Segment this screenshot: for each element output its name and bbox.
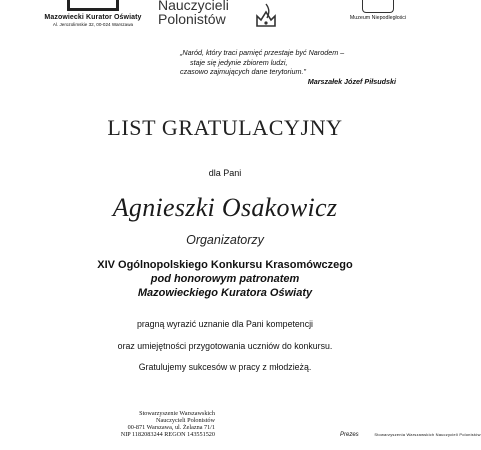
kurator-name: Mazowiecki Kurator Oświaty <box>44 14 142 21</box>
org-line: Stowarzyszenie Warszawskich <box>139 410 215 417</box>
mazowiecki-kurator-logo <box>44 0 142 27</box>
org-line: Nauczycieli Polonistów <box>156 417 215 424</box>
quote-line: staje się jedynie zbiorem ludzi, <box>190 57 288 67</box>
recipient-role: Organizatorzy <box>186 233 264 247</box>
org-line: NIP 1182083244 REGON 143551520 <box>120 431 215 438</box>
message-line: pragną wyrazić uznanie dla Pani kompetencji <box>136 319 314 329</box>
recipient-name: Agnieszki Osakowicz <box>112 193 338 222</box>
quote-line: „Naród, który traci pamięć przestaje być Narodem – <box>180 48 345 57</box>
salutation: dla Pani <box>208 168 242 178</box>
patron-name: Mazowieckiego Kuratora Oświaty <box>137 287 313 299</box>
signature-title: Prezes <box>340 432 359 439</box>
pilsudski-quote <box>180 48 410 86</box>
message-line: Gratulujemy sukcesów w pracy z młodzieżą. <box>138 362 312 372</box>
quote-author: Marszałek Józef Piłsudski <box>307 76 396 86</box>
nauczyciele-polonisci-logo <box>158 0 288 32</box>
message-line: oraz umiejętności przygotowania uczniów do konkursu. <box>117 340 333 351</box>
org-line: 00-871 Warszawa, ul. Żelazna 71/1 <box>127 424 215 431</box>
signature-stamp: Stowarzyszenia Warszawskich Nauczycieli Polonistów <box>374 432 481 437</box>
quill-crown-icon <box>253 2 279 28</box>
quote-line: czasowo zajmujących dane terytorium." <box>180 67 306 77</box>
signature-block <box>340 432 481 438</box>
muzeum-niepodleglosci-logo <box>338 0 418 21</box>
patronage-line: pod honorowym patronatem <box>150 273 300 285</box>
document-title: LIST GRATULACYJNY <box>107 115 343 140</box>
snp-logo-line2: Polonistów <box>158 11 226 27</box>
museum-emblem-icon <box>362 0 394 13</box>
contest-name: XIV Ogólnopolskiego Konkursu Krasomówczego <box>97 259 353 271</box>
snp-logo-line1: Nauczycieli <box>158 0 229 13</box>
congratulation-message <box>0 318 450 383</box>
kurator-emblem-icon <box>67 0 119 11</box>
organization-address <box>0 410 215 438</box>
museum-name: Muzeum Niepodległości <box>349 15 407 21</box>
kurator-address: Al. Jerozolimskie 32, 00-024 Warszawa <box>52 22 134 27</box>
contest-description <box>0 258 450 300</box>
